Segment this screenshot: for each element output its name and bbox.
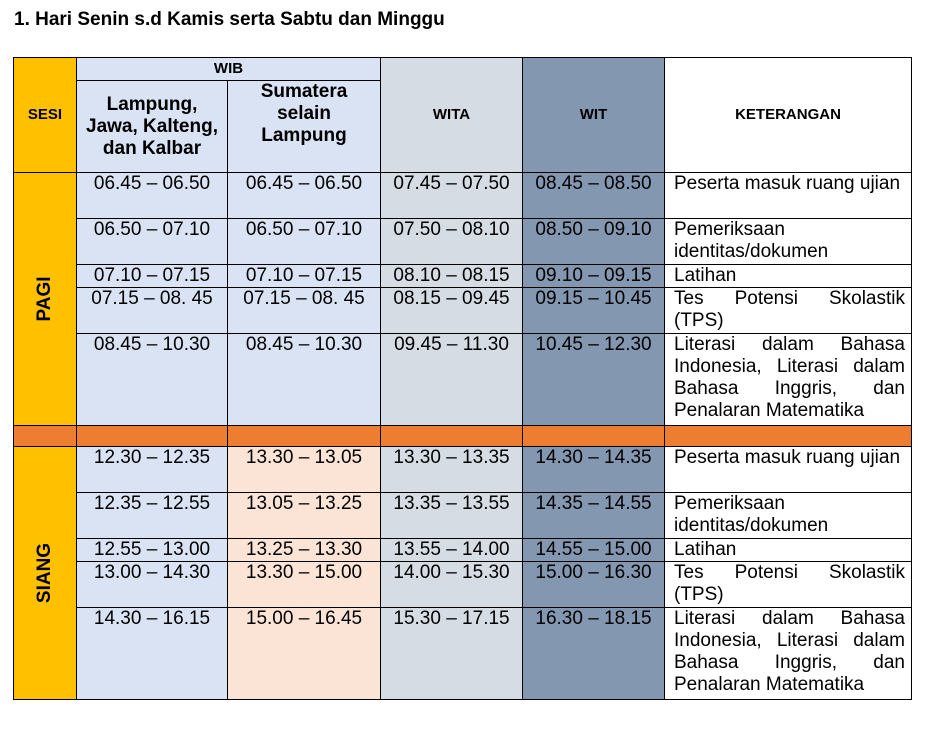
pagi-row-1-wib2: 06.45 – 06.50	[228, 173, 381, 219]
separator-cell	[381, 426, 523, 447]
pagi-row-2-wib2: 06.50 – 07.10	[228, 219, 381, 265]
pagi-row-3-keterangan: Latihan	[665, 265, 912, 288]
siang-row-5-wit: 16.30 – 18.15	[523, 608, 665, 700]
session-pagi	[14, 173, 77, 426]
siang-row-3-wit: 14.55 – 15.00	[523, 539, 665, 562]
siang-row-3-wib2: 13.25 – 13.30	[228, 539, 381, 562]
pagi-row-4-wib2: 07.15 – 08. 45	[228, 288, 381, 334]
siang-row-4-wita: 14.00 – 15.30	[381, 562, 523, 608]
pagi-row-4-wib1: 07.15 – 08. 45	[77, 288, 228, 334]
pagi-row-3-wib2: 07.10 – 07.15	[228, 265, 381, 288]
header-wit: WIT	[523, 58, 665, 173]
header-wib-lampung-jawa: Lampung, Jawa, Kalteng, dan Kalbar	[77, 81, 228, 173]
schedule-table	[13, 57, 912, 700]
header-keterangan: KETERANGAN	[665, 58, 912, 173]
siang-row-3-wib1: 12.55 – 13.00	[77, 539, 228, 562]
session-pagi-label: PAGI	[34, 276, 55, 322]
page-title: 1. Hari Senin s.d Kamis serta Sabtu dan Minggu	[14, 9, 445, 30]
siang-row-5-wita: 15.30 – 17.15	[381, 608, 523, 700]
siang-row-1-wib2: 13.30 – 13.05	[228, 447, 381, 493]
pagi-row-5-keterangan: Literasi dalam Bahasa Indonesia, Literasi dalam Bahasa Inggris, dan Penalaran Matematika	[665, 334, 912, 426]
pagi-row-3-wit: 09.10 – 09.15	[523, 265, 665, 288]
separator-cell	[77, 426, 228, 447]
siang-row-5-keterangan: Literasi dalam Bahasa Indonesia, Literasi dalam Bahasa Inggris, dan Penalaran Matematika	[665, 608, 912, 700]
siang-row-4-wib1: 13.00 – 14.30	[77, 562, 228, 608]
pagi-row-2-wita: 07.50 – 08.10	[381, 219, 523, 265]
pagi-row-1-wita: 07.45 – 07.50	[381, 173, 523, 219]
pagi-row-1-wit: 08.45 – 08.50	[523, 173, 665, 219]
pagi-row-4-wita: 08.15 – 09.45	[381, 288, 523, 334]
session-siang-label: SIANG	[34, 542, 55, 604]
siang-row-2-wib1: 12.35 – 12.55	[77, 493, 228, 539]
pagi-row-2-keterangan: Pemeriksaan identitas/dokumen	[665, 219, 912, 265]
separator-cell	[523, 426, 665, 447]
pagi-row-1-wib1: 06.45 – 06.50	[77, 173, 228, 219]
pagi-row-1-keterangan: Peserta masuk ruang ujian	[665, 173, 912, 219]
pagi-row-5-wib1: 08.45 – 10.30	[77, 334, 228, 426]
pagi-row-2-wib1: 06.50 – 07.10	[77, 219, 228, 265]
siang-row-1-keterangan: Peserta masuk ruang ujian	[665, 447, 912, 493]
pagi-row-5-wita: 09.45 – 11.30	[381, 334, 523, 426]
header-wib-sumatera: Sumatera selain Lampung	[228, 81, 381, 173]
siang-row-3-wita: 13.55 – 14.00	[381, 539, 523, 562]
pagi-row-5-wit: 10.45 – 12.30	[523, 334, 665, 426]
session-siang	[14, 447, 77, 700]
pagi-row-4-wit: 09.15 – 10.45	[523, 288, 665, 334]
siang-row-1-wita: 13.30 – 13.35	[381, 447, 523, 493]
siang-row-4-wib2: 13.30 – 15.00	[228, 562, 381, 608]
siang-row-4-keterangan: Tes Potensi Skolastik (TPS)	[665, 562, 912, 608]
header-wita: WITA	[381, 58, 523, 173]
siang-row-2-wit: 14.35 – 14.55	[523, 493, 665, 539]
pagi-row-4-keterangan: Tes Potensi Skolastik (TPS)	[665, 288, 912, 334]
siang-row-4-wit: 15.00 – 16.30	[523, 562, 665, 608]
siang-row-5-wib1: 14.30 – 16.15	[77, 608, 228, 700]
siang-row-5-wib2: 15.00 – 16.45	[228, 608, 381, 700]
separator-cell	[228, 426, 381, 447]
header-sesi: SESI	[14, 58, 77, 173]
pagi-row-5-wib2: 08.45 – 10.30	[228, 334, 381, 426]
header-wib: WIB	[77, 58, 381, 81]
siang-row-3-keterangan: Latihan	[665, 539, 912, 562]
pagi-row-2-wit: 08.50 – 09.10	[523, 219, 665, 265]
siang-row-2-wib2: 13.05 – 13.25	[228, 493, 381, 539]
separator-cell	[665, 426, 912, 447]
siang-row-2-keterangan: Pemeriksaan identitas/dokumen	[665, 493, 912, 539]
siang-row-1-wit: 14.30 – 14.35	[523, 447, 665, 493]
siang-row-2-wita: 13.35 – 13.55	[381, 493, 523, 539]
siang-row-1-wib1: 12.30 – 12.35	[77, 447, 228, 493]
pagi-row-3-wita: 08.10 – 08.15	[381, 265, 523, 288]
pagi-row-3-wib1: 07.10 – 07.15	[77, 265, 228, 288]
separator-cell	[14, 426, 77, 447]
session-separator-row	[14, 426, 912, 447]
